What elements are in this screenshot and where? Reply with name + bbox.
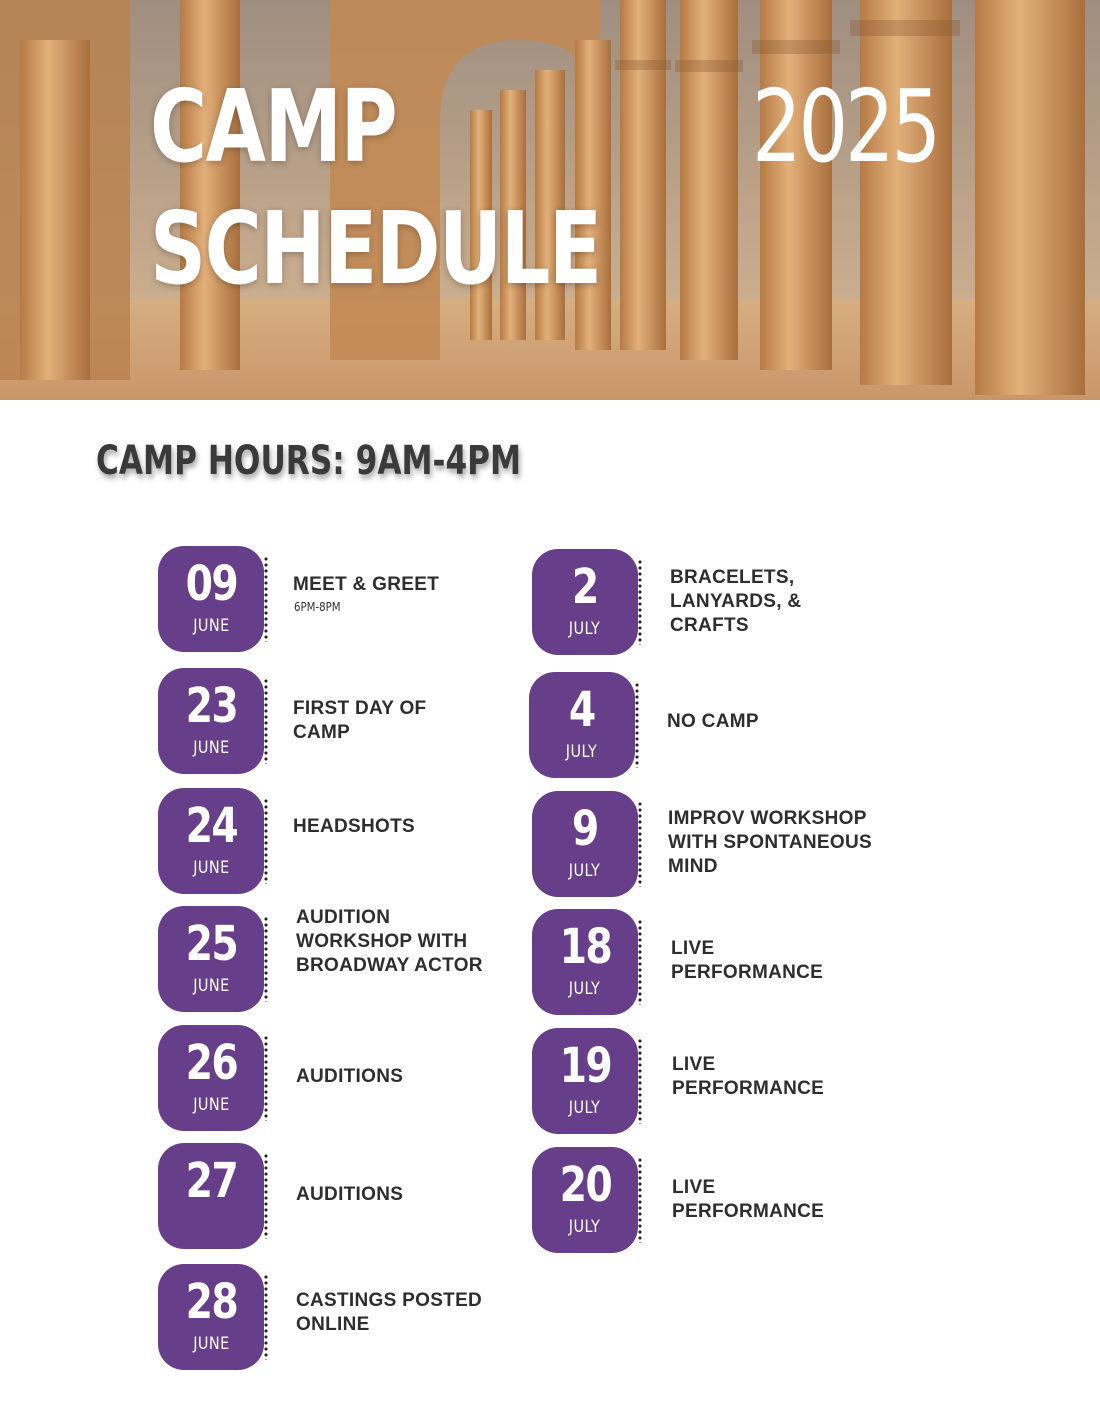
perforation [638,1038,642,1124]
perforation [638,559,642,645]
date-badge-july-20 [532,1147,638,1253]
title-schedule: SCHEDULE [150,190,601,307]
date-day: 24 [185,798,237,854]
date-badge-june-26 [158,1025,264,1131]
camp-hours: CAMP HOURS: 9AM-4PM [96,438,522,484]
event-title: NO CAMP [667,711,759,732]
date-badge-july-4 [529,672,635,778]
date-month: JUNE [192,1334,230,1354]
date-month: JUNE [192,616,230,636]
date-day: 25 [185,916,237,972]
perforation [264,916,268,1002]
date-badge-july-2 [532,549,638,655]
event-title: AUDITION WORKSHOP WITH BROADWAY ACTOR [296,907,483,976]
date-month: JUNE [192,976,230,996]
date-badge-july-18 [532,909,638,1015]
date-month: JUNE [192,1095,230,1115]
event-title: AUDITIONS [296,1184,404,1205]
event-title: LIVE PERFORMANCE [672,1177,825,1222]
perforation [638,801,642,887]
event-title: LIVE PERFORMANCE [671,938,824,983]
date-badge-june-27 [158,1143,264,1249]
perforation [638,919,642,1005]
perforation [264,556,268,642]
event-title: LIVE PERFORMANCE [672,1054,825,1099]
perforation [638,1157,642,1243]
title-year: 2025 [752,68,939,185]
date-month: JULY [569,979,601,999]
perforation [264,1035,268,1121]
date-day: 26 [185,1035,237,1091]
date-month: JULY [566,742,598,762]
hero-banner [0,0,1100,400]
date-day: 23 [185,678,237,734]
date-badge-june-23 [158,668,264,774]
event-title: BRACELETS, LANYARDS, & CRAFTS [670,567,802,636]
event-title: AUDITIONS [296,1066,404,1087]
date-month: JULY [569,861,601,881]
event-subtitle: 6PM-8PM [294,600,341,614]
event-title: HEADSHOTS [293,816,415,837]
perforation [264,798,268,884]
event-title: IMPROV WORKSHOP WITH SPONTANEOUS MIND [668,808,872,877]
date-badge-june-24 [158,788,264,894]
date-day: 18 [559,919,611,975]
date-day: 09 [185,556,237,612]
event-title: CASTINGS POSTED ONLINE [296,1290,483,1335]
perforation [264,678,268,764]
date-day: 9 [572,801,598,857]
event-title: FIRST DAY OF CAMP [293,698,427,743]
title-camp: CAMP [150,68,397,185]
date-badge-june-25 [158,906,264,1012]
date-month: JULY [569,619,601,639]
date-day: 4 [569,682,595,738]
date-badge-june-09 [158,546,264,652]
date-month: JULY [569,1098,601,1118]
date-day: 27 [185,1153,237,1209]
perforation [264,1274,268,1360]
date-month: JUNE [192,738,230,758]
perforation [264,1153,268,1239]
date-badge-july-19 [532,1028,638,1134]
date-day: 28 [185,1274,237,1330]
date-month: JUNE [192,858,230,878]
date-day: 20 [559,1157,611,1213]
date-month: JULY [569,1217,601,1237]
event-title: MEET & GREET [293,574,440,595]
perforation [635,682,639,768]
date-badge-june-28 [158,1264,264,1370]
date-badge-july-9 [532,791,638,897]
date-day: 2 [572,559,598,615]
date-day: 19 [559,1038,611,1094]
